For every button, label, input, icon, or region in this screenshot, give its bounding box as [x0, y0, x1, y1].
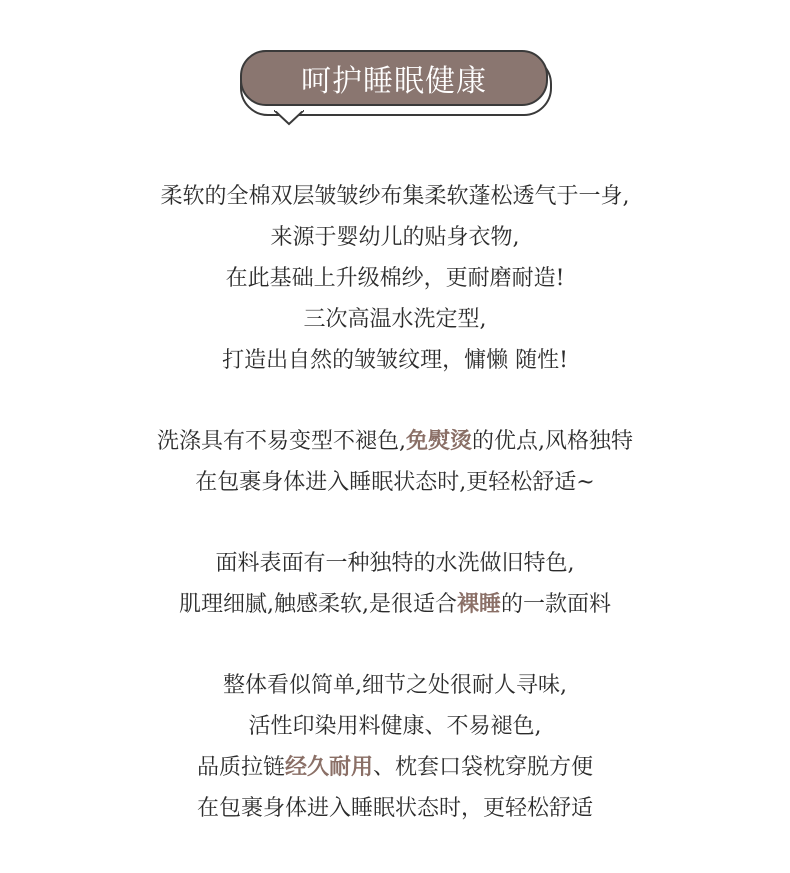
text-line — [0, 421, 790, 462]
text-segment: 、枕套口袋枕穿脱方便 — [373, 755, 594, 780]
text-segment: 三次高温水洗定型, — [303, 307, 487, 332]
text-segment: 在包裹身体进入睡眠状态时,更轻松舒适~ — [195, 470, 595, 495]
text-segment: 打造出自然的皱皱纹理，慵懒 随性! — [222, 348, 568, 373]
highlighted-text: 免熨烫 — [405, 428, 472, 454]
text-line — [0, 462, 790, 503]
text-line — [0, 340, 790, 381]
text-line — [0, 747, 790, 788]
text-segment: 来源于婴幼儿的贴身衣物, — [270, 225, 520, 250]
text-segment: 的一款面料 — [501, 592, 612, 617]
description-text-block — [0, 176, 790, 869]
text-segment: 柔软的全棉双层皱皱纱布集柔软蓬松透气于一身, — [160, 184, 630, 209]
text-line — [0, 543, 790, 584]
page-title: 呵护睡眠健康 — [301, 64, 487, 99]
text-segment: 整体看似简单,细节之处很耐人寻味, — [223, 673, 567, 698]
text-segment: 在此基础上升级棉纱，更耐磨耐造! — [225, 266, 565, 291]
text-segment: 在包裹身体进入睡眠状态时，更轻松舒适 — [196, 796, 593, 821]
text-segment: 面料表面有一种独特的水洗做旧特色, — [215, 551, 575, 576]
highlighted-text: 裸睡 — [456, 591, 501, 617]
text-line — [0, 299, 790, 340]
text-line — [0, 788, 790, 829]
paragraph — [0, 421, 790, 503]
text-segment: 品质拉链 — [196, 755, 285, 780]
text-line — [0, 217, 790, 258]
text-line — [0, 258, 790, 299]
title-badge — [240, 50, 550, 114]
paragraph — [0, 543, 790, 625]
text-segment: 肌理细腻,触感柔软,是很适合 — [178, 592, 457, 617]
title-badge-fill — [240, 50, 548, 106]
text-segment: 活性印染用料健康、不易褪色, — [248, 714, 542, 739]
text-line — [0, 706, 790, 747]
text-line — [0, 665, 790, 706]
text-line — [0, 584, 790, 625]
text-segment: 洗涤具有不易变型不褪色, — [156, 429, 406, 454]
paragraph — [0, 665, 790, 829]
text-segment: 的优点,风格独特 — [472, 429, 633, 454]
text-line — [0, 176, 790, 217]
highlighted-text: 经久耐用 — [284, 754, 373, 780]
paragraph — [0, 176, 790, 381]
